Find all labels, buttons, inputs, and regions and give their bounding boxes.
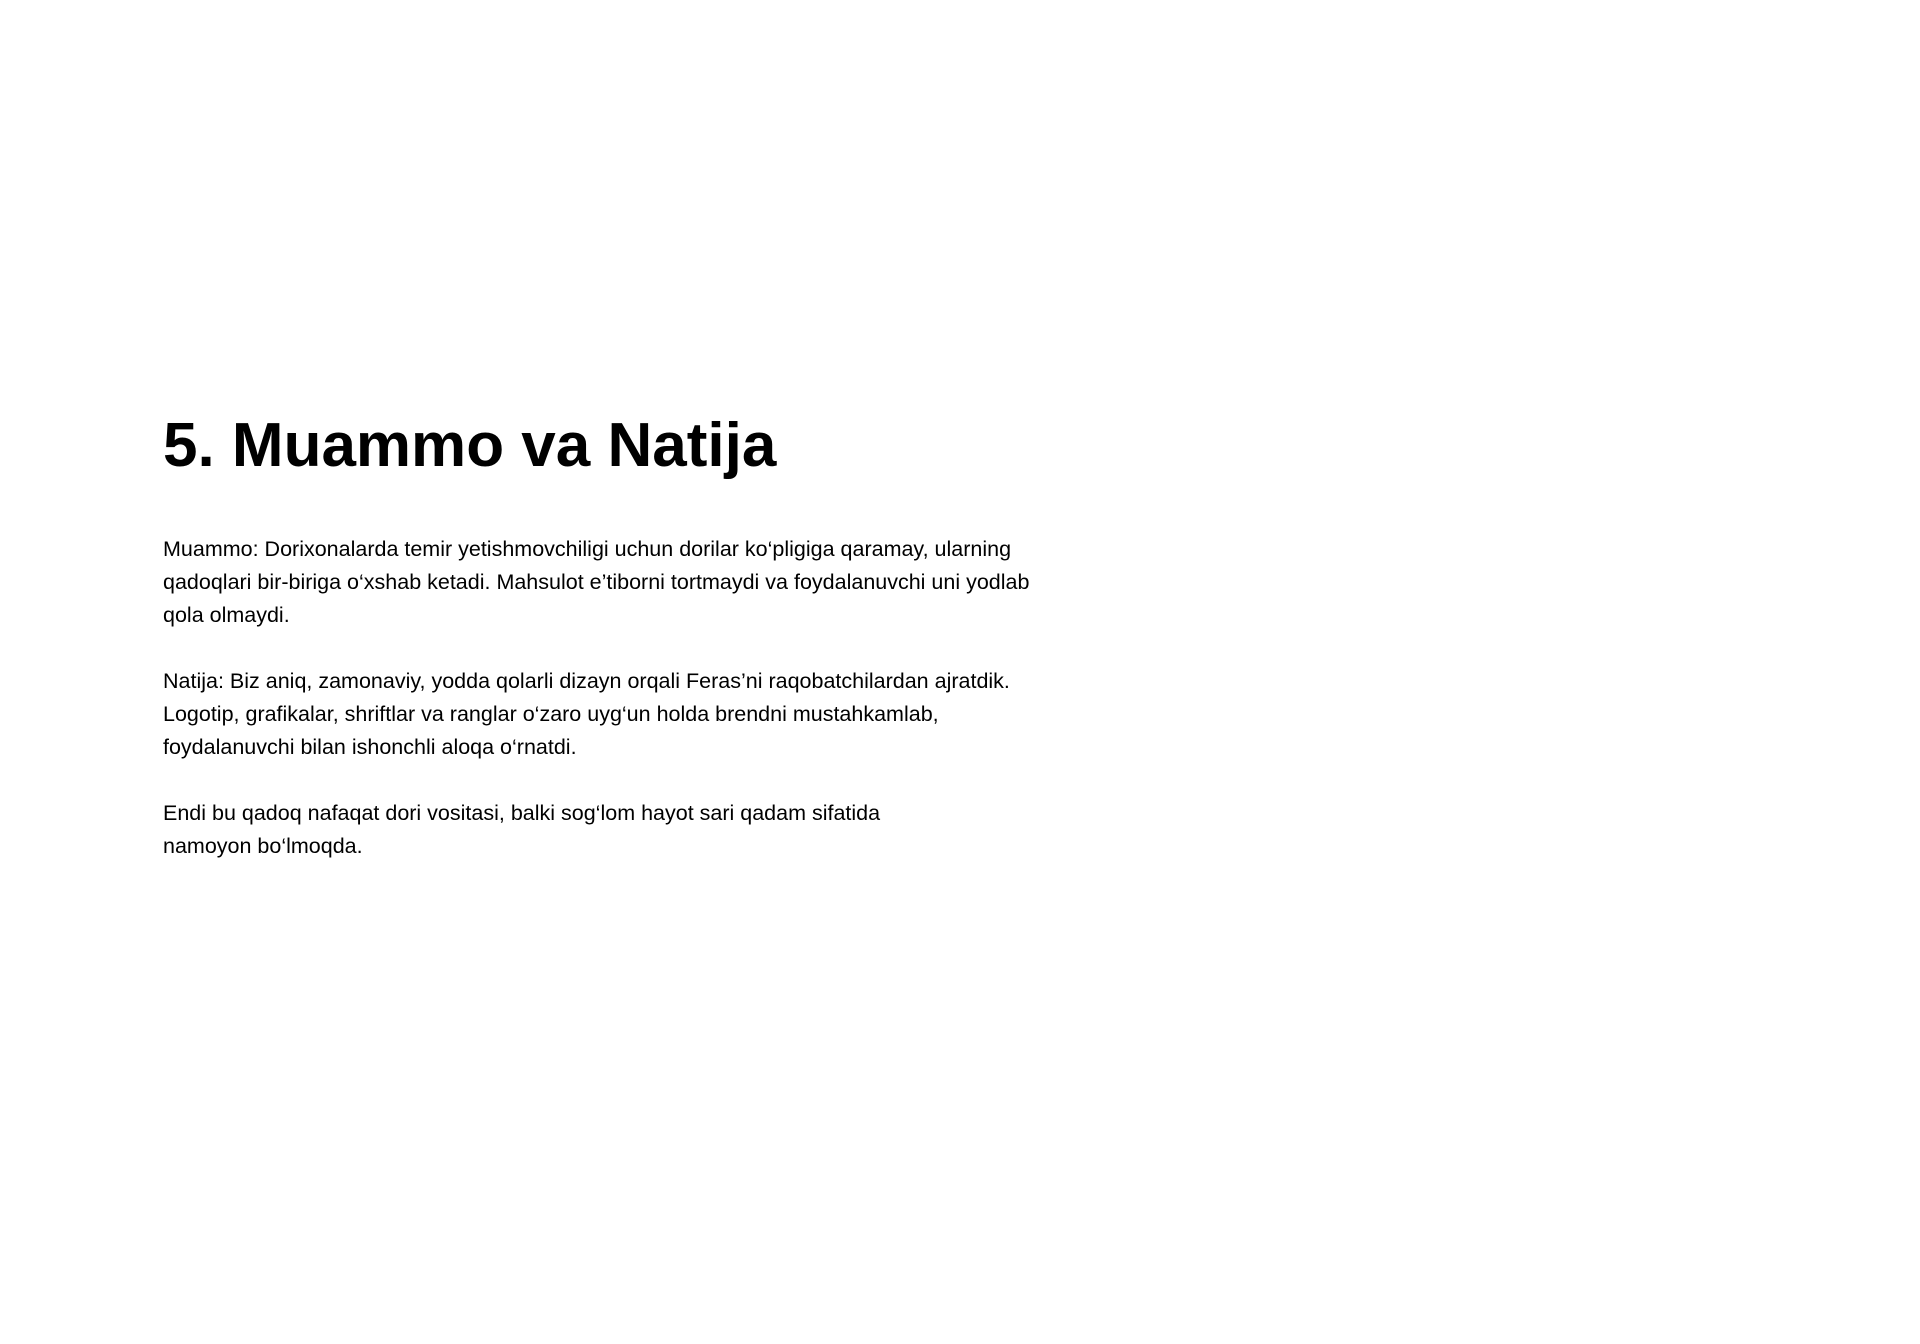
conclusion-paragraph [163, 797, 1123, 863]
section-content [163, 408, 1123, 863]
section-heading: 5. Muammo va Natija [163, 411, 777, 480]
problem-paragraph [163, 533, 1123, 632]
paragraph-line: Muammo: Dorixonalarda temir yetishmovchiligi uchun dorilar ko‘pligiga qaramay, ularning [163, 537, 1012, 561]
paragraph-line: Logotip, grafikalar, shriftlar va ranglar o‘zaro uyg‘un holda brendni mustahkamlab, [163, 702, 939, 726]
paragraph-line: Natija: Biz aniq, zamonaviy, yodda qolarli dizayn orqali Feras’ni raqobatchilardan ajratdik. [163, 669, 1010, 693]
paragraph-line: qadoqlari bir-biriga o‘xshab ketadi. Mahsulot e’tiborni tortmaydi va foydalanuvchi uni yodlab [163, 570, 1030, 594]
paragraph-line: Endi bu qadoq nafaqat dori vositasi, balki sog‘lom hayot sari qadam sifatida [163, 801, 881, 825]
paragraph-line: qola olmaydi. [163, 603, 290, 627]
paragraph-line: namoyon bo‘lmoqda. [163, 834, 363, 858]
result-paragraph [163, 665, 1123, 764]
paragraph-line: foydalanuvchi bilan ishonchli aloqa o‘rnatdi. [163, 735, 577, 759]
